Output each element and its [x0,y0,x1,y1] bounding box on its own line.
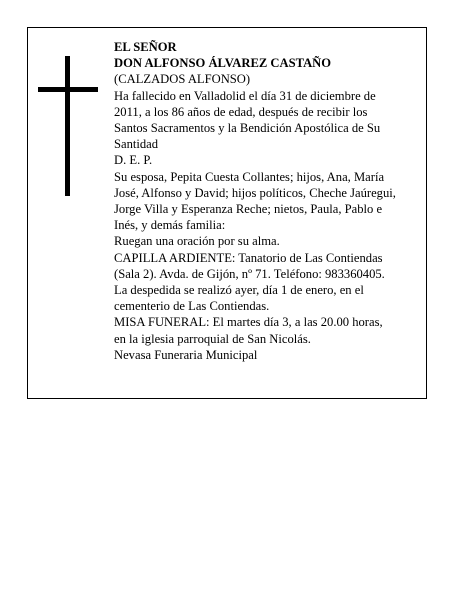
mass-line: en la iglesia parroquial de San Nicolás. [114,331,311,346]
family-line: Jorge Villa y Esperanza Reche; nietos, Paula, Pablo e [114,202,383,217]
family-line: José, Alfonso y David; hijos políticos, Cheche Jaúregui, [114,185,396,200]
deceased-nickname: (CALZADOS ALFONSO) [114,72,251,87]
obituary-text [114,39,418,363]
chapel-line: (Sala 2). Avda. de Gijón, nº 71. Teléfono: 983360405. [114,266,385,281]
death-line: 2011, a los 86 años de edad, después de recibir los [114,104,368,119]
death-line: Santos Sacramentos y la Bendición Apostólica de Su [114,121,381,136]
cross-icon [38,56,98,196]
death-line: Santidad [114,137,159,152]
prayer-request: Ruegan una oración por su alma. [114,234,280,249]
family-line: Inés, y demás familia: [114,218,226,233]
mass-info [114,314,418,346]
chapel-info [114,250,418,282]
death-announcement [114,88,418,153]
cross-vertical-bar [65,56,70,196]
title-line-1: EL SEÑOR [114,40,177,54]
mass-line: MISA FUNERAL: El martes día 3, a las 20.00 horas, [114,315,383,330]
farewell-line: La despedida se realizó ayer, día 1 de enero, en el [114,283,364,298]
family-list [114,169,418,234]
chapel-line: CAPILLA ARDIENTE: Tanatorio de Las Contiendas [114,250,383,265]
funeral-home: Nevasa Funeraria Municipal [114,347,258,362]
family-line: Su esposa, Pepita Cuesta Collantes; hijos, Ana, María [114,169,385,184]
farewell-info [114,282,418,314]
rip-text: D. E. P. [114,153,153,168]
deceased-name: DON ALFONSO ÁLVAREZ CASTAÑO [114,56,332,71]
cross-horizontal-bar [38,87,98,92]
death-line: Ha fallecido en Valladolid el día 31 de diciembre de [114,88,376,103]
farewell-line: cementerio de Las Contiendas. [114,299,270,314]
